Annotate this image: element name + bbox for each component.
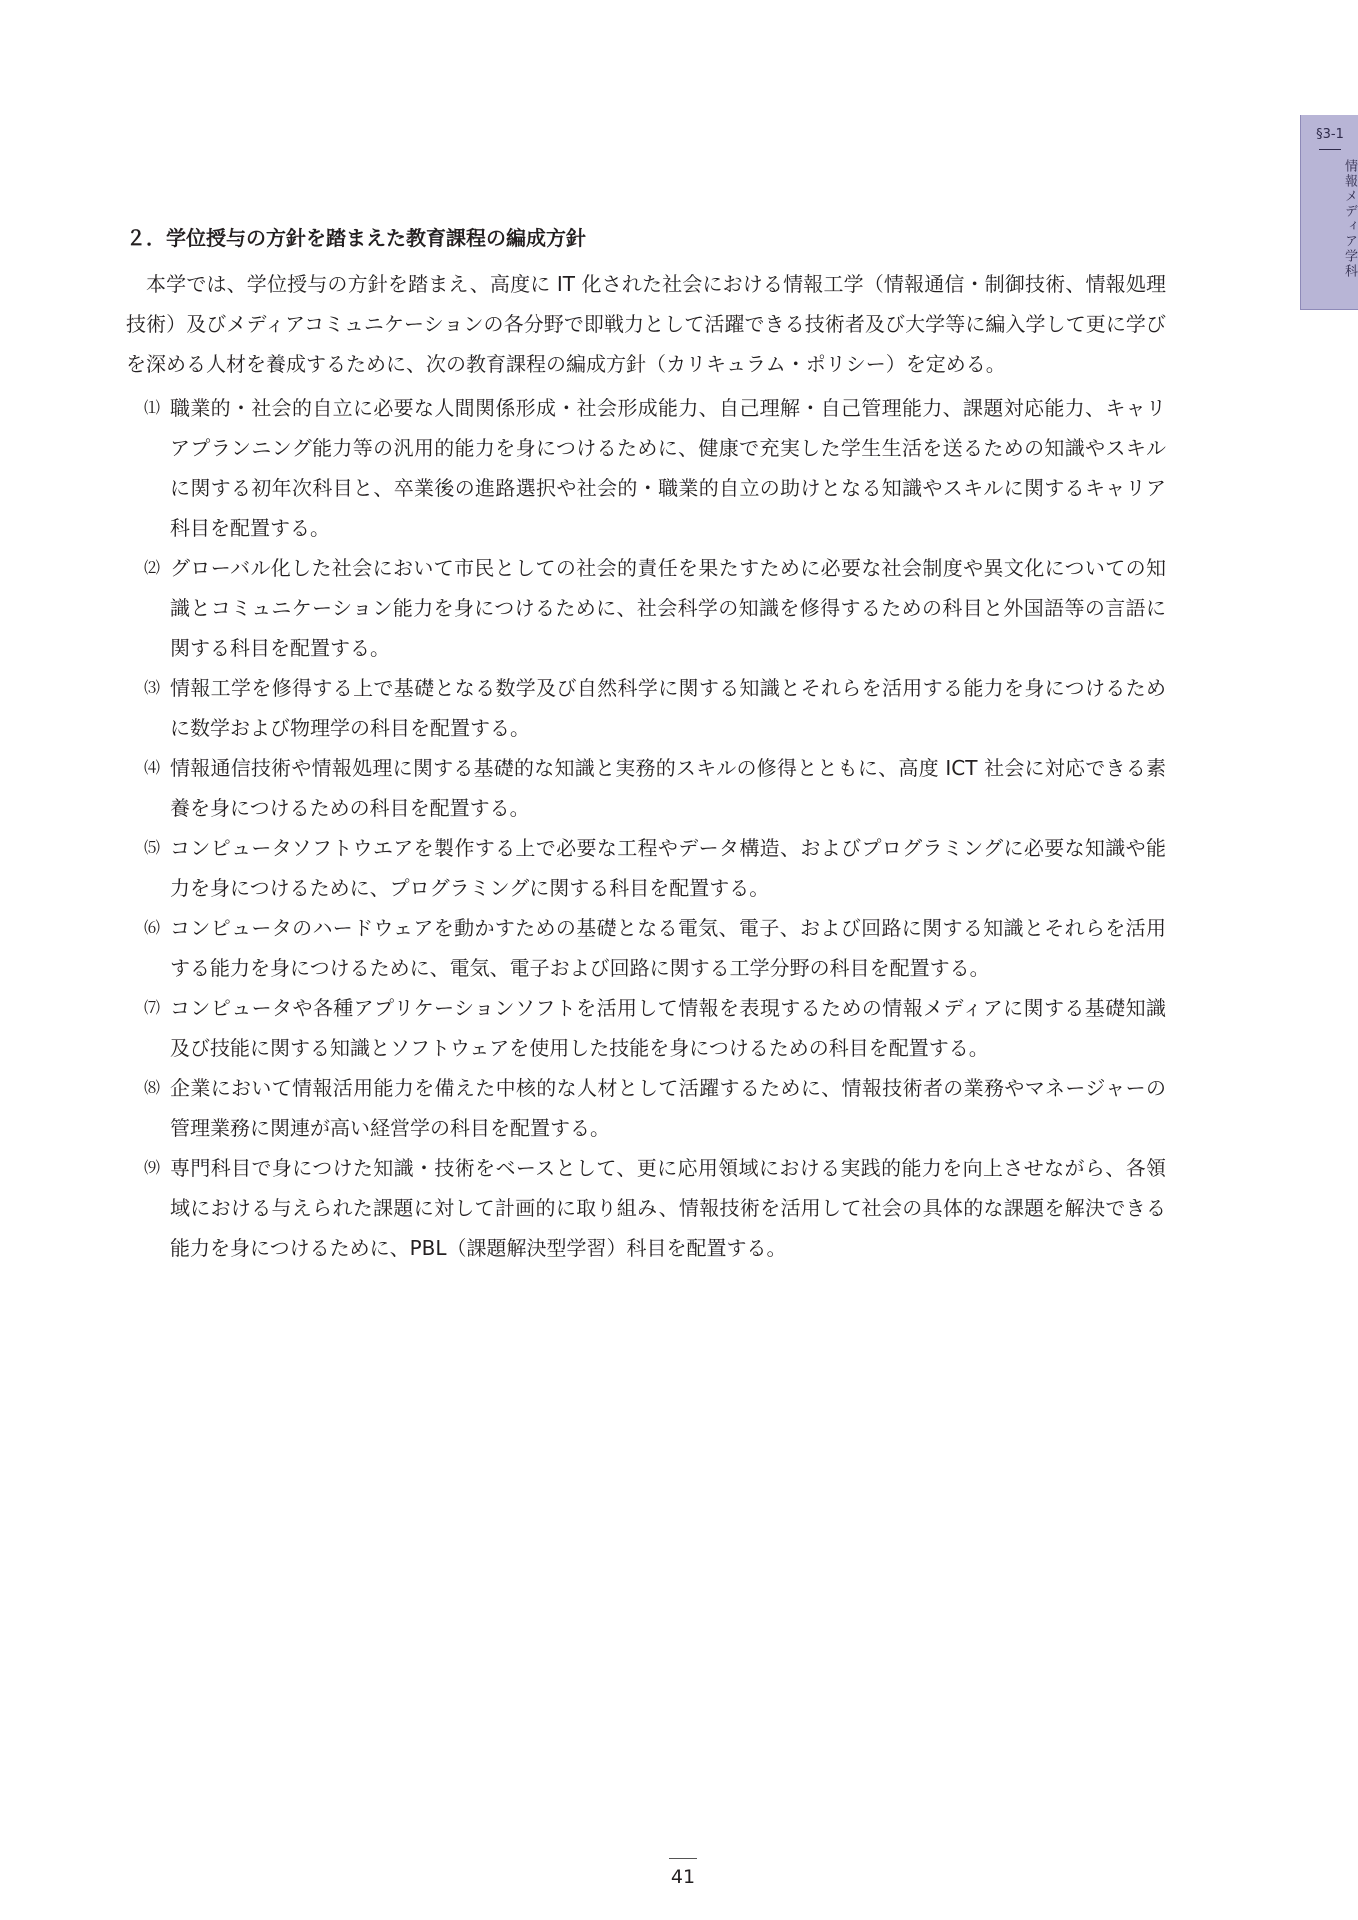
policy-item <box>126 1068 1166 1148</box>
policy-item <box>126 828 1166 908</box>
policy-item <box>126 668 1166 748</box>
footer-divider <box>669 1858 697 1859</box>
section-tab-divider <box>1319 149 1341 150</box>
item-text: 情報工学を修得する上で基礎となる数学及び自然科学に関する知識とそれらを活用する能力を身につけるために数学および物理学の科目を配置する。 <box>170 676 1166 740</box>
policy-item <box>126 748 1166 828</box>
policy-item <box>126 908 1166 988</box>
item-text: 専門科目で身につけた知識・技術をベースとして、更に応用領域における実践的能力を向上させながら、各領域における与えられた課題に対して計画的に取り組み、情報技術を活用して社会の具体的な課題を解決できる能力を身につけるために、PBL（課題解決型学習）科目を配置する。 <box>170 1156 1166 1260</box>
policy-item <box>126 388 1166 548</box>
item-text: コンピュータのハードウェアを動かすための基礎となる電気、電子、および回路に関する知識とそれらを活用する能力を身につけるために、電気、電子および回路に関する工学分野の科目を配置する。 <box>170 916 1166 980</box>
item-number: ⑴ <box>144 398 161 417</box>
item-number: ⑻ <box>144 1078 161 1097</box>
section-heading: ２．学位授与の方針を踏まえた教育課程の編成方針 <box>126 226 586 250</box>
item-text: 職業的・社会的自立に必要な人間関係形成・社会形成能力、自己理解・自己管理能力、課題対応能力、キャリアプランニング能力等の汎用的能力を身につけるために、健康で充実した学生生活を送るための知識やスキルに関する初年次科目と、卒業後の進路選択や社会的・職業的自立の助けとなる知識やスキルに関するキャリア科目を配置する。 <box>170 396 1166 540</box>
item-text: グローバル化した社会において市民としての社会的責任を果たすために必要な社会制度や異文化についての知識とコミュニケーション能力を身につけるために、社会科学の知識を修得するための科目と外国語等の言語に関する科目を配置する。 <box>170 556 1166 660</box>
intro-paragraph: 本学では、学位授与の方針を踏まえ、高度に IT 化された社会における情報工学（情報通信・制御技術、情報処理技術）及びメディアコミュニケーションの各分野で即戦力として活躍できる技術者及び大学等に編入学して更に学びを深める人材を養成するために、次の教育課程の編成方針（カリキュラム・ポリシー）を定める。 <box>126 272 1166 376</box>
item-number: ⑷ <box>144 758 161 777</box>
item-number: ⑵ <box>144 558 161 577</box>
policy-item <box>126 548 1166 668</box>
document-body <box>126 220 1166 1268</box>
item-number: ⑺ <box>144 998 161 1017</box>
policy-item <box>126 1148 1166 1268</box>
department-label: 情報メディア学科 <box>1342 159 1357 279</box>
policy-item <box>126 988 1166 1068</box>
page-number: 41 <box>670 1866 696 1888</box>
item-text: 情報通信技術や情報処理に関する基礎的な知識と実務的スキルの修得とともに、高度 ICT 社会に対応できる素養を身につけるための科目を配置する。 <box>170 756 1166 820</box>
item-number: ⑸ <box>144 838 161 857</box>
section-number: §3-1 <box>1316 127 1344 142</box>
item-number: ⑶ <box>144 678 161 697</box>
policy-list <box>126 388 1166 1268</box>
item-number: ⑼ <box>144 1158 161 1177</box>
item-text: 企業において情報活用能力を備えた中核的な人材として活躍するために、情報技術者の業務やマネージャーの管理業務に関連が高い経営学の科目を配置する。 <box>170 1076 1166 1140</box>
item-text: コンピュータソフトウエアを製作する上で必要な工程やデータ構造、およびプログラミングに必要な知識や能力を身につけるために、プログラミングに関する科目を配置する。 <box>170 836 1166 900</box>
item-number: ⑹ <box>144 918 161 937</box>
section-tab <box>1300 115 1358 310</box>
item-text: コンピュータや各種アプリケーションソフトを活用して情報を表現するための情報メディアに関する基礎知識及び技能に関する知識とソフトウェアを使用した技能を身につけるための科目を配置する。 <box>170 996 1166 1060</box>
